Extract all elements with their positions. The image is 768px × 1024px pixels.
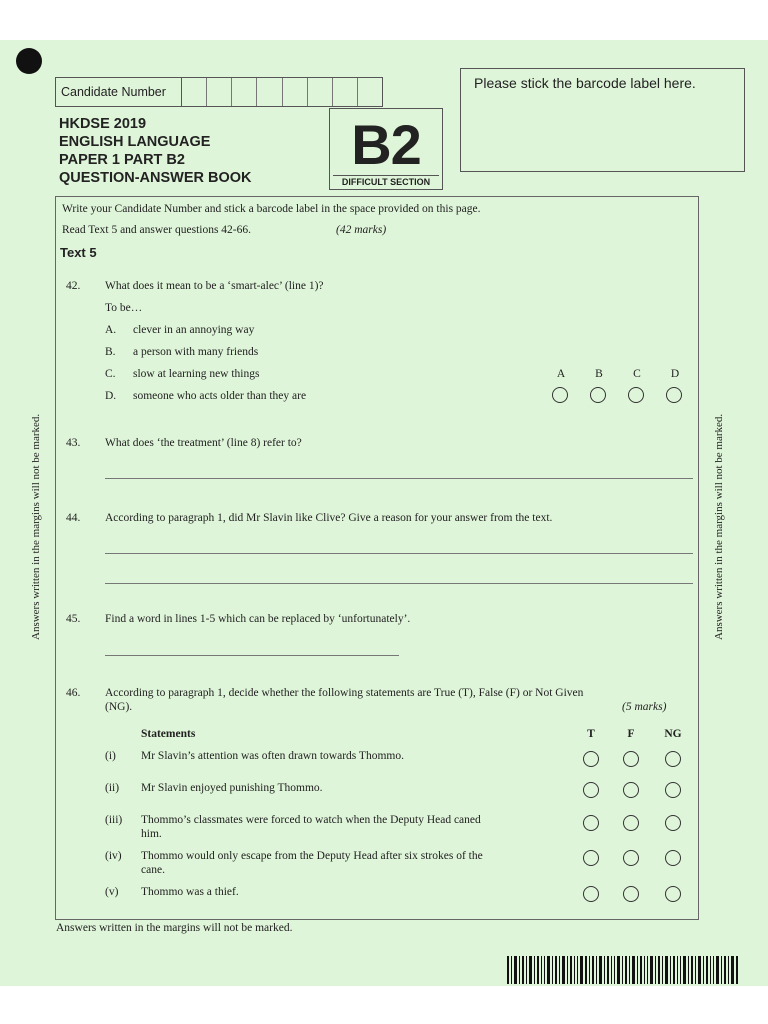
option-letter: B. bbox=[105, 346, 116, 358]
question-number: 44. bbox=[66, 512, 81, 524]
statement-text: Thommo was a thief. bbox=[141, 886, 239, 898]
instruction-line: Write your Candidate Number and stick a barcode label in the space provided on this page. bbox=[62, 203, 481, 215]
choice-bubble-t[interactable] bbox=[583, 815, 599, 831]
choice-bubble-f[interactable] bbox=[623, 751, 639, 767]
answer-line[interactable] bbox=[105, 478, 693, 479]
choice-bubble-f[interactable] bbox=[623, 815, 639, 831]
choice-bubble-f[interactable] bbox=[623, 782, 639, 798]
title-line: PAPER 1 PART B2 bbox=[59, 152, 185, 168]
candidate-digit-box[interactable] bbox=[358, 78, 382, 106]
answer-frame bbox=[55, 196, 699, 920]
choice-bubble-t[interactable] bbox=[583, 782, 599, 798]
statement-number: (iv) bbox=[105, 850, 122, 862]
choice-bubble-c[interactable] bbox=[628, 387, 644, 403]
choice-bubble-d[interactable] bbox=[666, 387, 682, 403]
barcode-graphic bbox=[507, 956, 739, 984]
answer-line[interactable] bbox=[105, 583, 693, 584]
choice-bubble-ng[interactable] bbox=[665, 751, 681, 767]
left-margin-note: Answers written in the margins will not be marked. bbox=[30, 413, 42, 640]
choice-bubble-t[interactable] bbox=[583, 751, 599, 767]
option-text: slow at learning new things bbox=[133, 368, 260, 380]
bottom-margin-note: Answers written in the margins will not be marked. bbox=[56, 922, 293, 934]
section-name: DIFFICULT SECTION bbox=[333, 175, 439, 188]
choice-bubble-ng[interactable] bbox=[665, 850, 681, 866]
question-text: According to paragraph 1, decide whether the following statements are True (T), False (F) or Not Given bbox=[105, 687, 584, 699]
title-line: QUESTION-ANSWER BOOK bbox=[59, 170, 252, 186]
candidate-digit-box[interactable] bbox=[283, 78, 308, 106]
choice-header-ng: NG bbox=[664, 728, 682, 740]
section-code: B2 bbox=[351, 113, 421, 176]
candidate-digit-box[interactable] bbox=[232, 78, 257, 106]
paper-title bbox=[59, 115, 252, 187]
question-number: 45. bbox=[66, 613, 81, 625]
candidate-digit-box[interactable] bbox=[257, 78, 282, 106]
question-stem: To be… bbox=[105, 302, 143, 314]
option-letter: A. bbox=[105, 324, 117, 336]
answer-line[interactable] bbox=[105, 553, 693, 554]
choice-bubble-f[interactable] bbox=[623, 850, 639, 866]
statement-number: (ii) bbox=[105, 782, 120, 794]
choice-bubble-a[interactable] bbox=[552, 387, 568, 403]
choice-bubble-t[interactable] bbox=[583, 886, 599, 902]
statement-number: (v) bbox=[105, 886, 119, 898]
punch-hole bbox=[16, 48, 42, 74]
statement-text: Mr Slavin’s attention was often drawn towards Thommo. bbox=[141, 750, 404, 762]
candidate-number-field[interactable] bbox=[55, 77, 383, 107]
barcode-instruction: Please stick the barcode label here. bbox=[474, 75, 696, 91]
section-badge bbox=[329, 108, 443, 190]
right-margin-note: Answers written in the margins will not be marked. bbox=[713, 413, 725, 640]
choice-bubble-f[interactable] bbox=[623, 886, 639, 902]
choice-bubble-ng[interactable] bbox=[665, 815, 681, 831]
choice-header-d: D bbox=[670, 368, 680, 380]
choice-header-c: C bbox=[633, 368, 641, 380]
candidate-digit-box[interactable] bbox=[207, 78, 232, 106]
choice-bubble-t[interactable] bbox=[583, 850, 599, 866]
option-letter: C. bbox=[105, 368, 116, 380]
marks-label: (5 marks) bbox=[622, 701, 667, 713]
question-number: 46. bbox=[66, 687, 81, 699]
statement-text: Thommo would only escape from the Deputy Head after six strokes of the bbox=[141, 850, 483, 862]
text-title: Text 5 bbox=[60, 245, 97, 260]
answer-line[interactable] bbox=[105, 655, 399, 656]
statement-text-cont: him. bbox=[141, 828, 162, 840]
question-number: 43. bbox=[66, 437, 81, 449]
question-text: What does it mean to be a ‘smart-alec’ (line 1)? bbox=[105, 280, 324, 292]
title-line: ENGLISH LANGUAGE bbox=[59, 134, 211, 150]
marks-label: (42 marks) bbox=[336, 224, 387, 236]
question-text: According to paragraph 1, did Mr Slavin like Clive? Give a reason for your answer from the text. bbox=[105, 512, 553, 524]
statements-header: Statements bbox=[141, 728, 196, 740]
option-letter: D. bbox=[105, 390, 117, 402]
statement-number: (iii) bbox=[105, 814, 123, 826]
question-text-cont: (NG). bbox=[105, 701, 133, 713]
barcode-label-area[interactable] bbox=[460, 68, 745, 172]
statement-text-cont: cane. bbox=[141, 864, 165, 876]
choice-header-b: B bbox=[595, 368, 603, 380]
question-text: What does ‘the treatment’ (line 8) refer to? bbox=[105, 437, 302, 449]
instruction-line: Read Text 5 and answer questions 42-66. bbox=[62, 224, 252, 236]
option-text: a person with many friends bbox=[133, 346, 259, 358]
title-line: HKDSE 2019 bbox=[59, 116, 147, 132]
choice-header-f: F bbox=[627, 728, 635, 740]
choice-bubble-b[interactable] bbox=[590, 387, 606, 403]
choice-bubble-ng[interactable] bbox=[665, 886, 681, 902]
statement-number: (i) bbox=[105, 750, 116, 762]
candidate-number-label: Candidate Number bbox=[56, 78, 182, 106]
candidate-digit-box[interactable] bbox=[182, 78, 207, 106]
candidate-digit-box[interactable] bbox=[333, 78, 358, 106]
question-text: Find a word in lines 1-5 which can be replaced by ‘unfortunately’. bbox=[105, 613, 411, 625]
choice-bubble-ng[interactable] bbox=[665, 782, 681, 798]
candidate-digit-box[interactable] bbox=[308, 78, 333, 106]
statement-text: Mr Slavin enjoyed punishing Thommo. bbox=[141, 782, 323, 794]
statement-text: Thommo’s classmates were forced to watch when the Deputy Head caned bbox=[141, 814, 481, 826]
choice-header-t: T bbox=[587, 728, 595, 740]
option-text: someone who acts older than they are bbox=[133, 390, 307, 402]
question-number: 42. bbox=[66, 280, 81, 292]
option-text: clever in an annoying way bbox=[133, 324, 255, 336]
choice-header-a: A bbox=[556, 368, 566, 380]
